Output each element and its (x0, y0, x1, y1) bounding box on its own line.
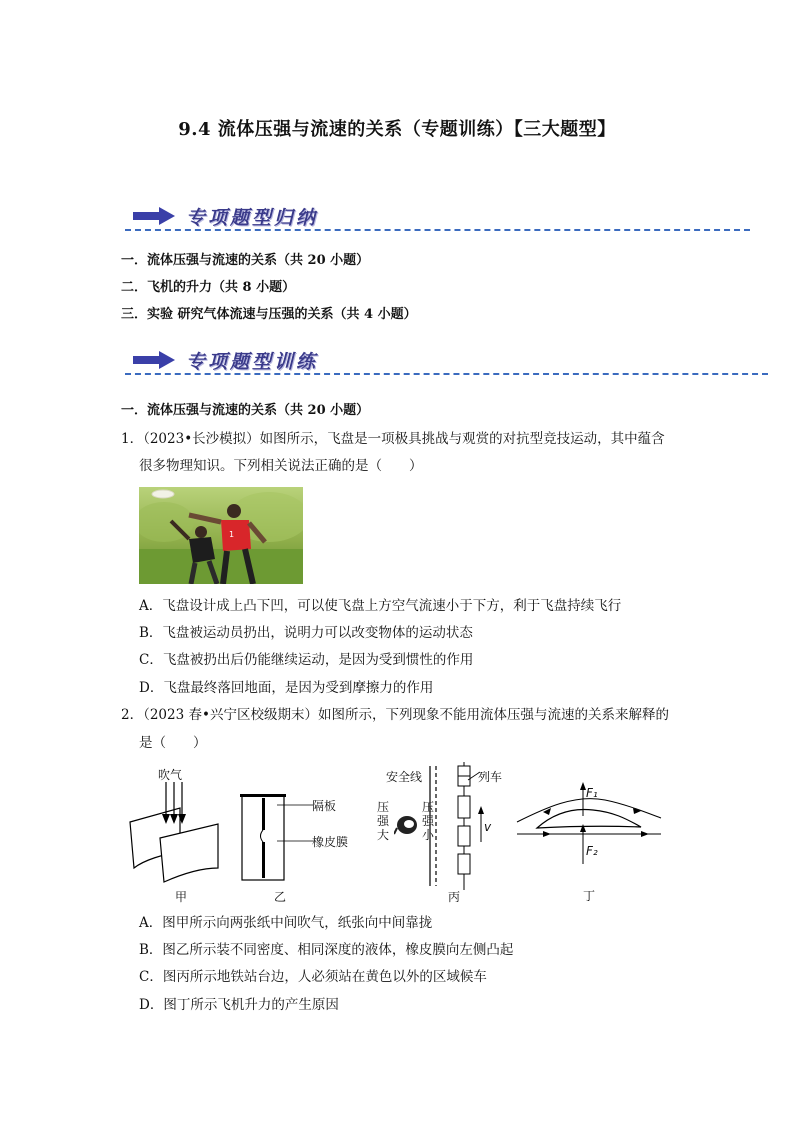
frisbee-photo (139, 487, 303, 584)
figure-yi-caption: 乙 (274, 890, 287, 904)
svg-text:1: 1 (229, 530, 235, 539)
figure-jia-label: 吹气 (158, 768, 183, 782)
question-1-option-d: D．飞盘最终落回地面，是因为受到摩擦力的作用 (139, 680, 434, 696)
divider (125, 229, 750, 231)
question-1-option-c: C．飞盘被扔出后仍能继续运动，是因为受到惯性的作用 (139, 652, 474, 668)
summary-item-3: 三．实验 研究气体流速与压强的关系（共 4 小题） (121, 307, 417, 322)
figure-bing-high-pressure (377, 800, 391, 842)
char: 大 (377, 828, 390, 842)
figure-bing-low-pressure (422, 800, 436, 842)
question-1-stem-cont: 很多物理知识。下列相关说法正确的是（ ） (139, 458, 423, 474)
char: 压 (422, 800, 435, 814)
figure-yi-partition-label: 隔板 (312, 799, 337, 813)
question-2-stem-cont: 是（ ） (139, 735, 207, 751)
arrow-right-icon (133, 207, 175, 225)
section-heading-training: 专项题型训练 (186, 351, 319, 373)
question-1-option-b: B．飞盘被运动员扔出，说明力可以改变物体的运动状态 (139, 625, 473, 641)
figure-ding-f2: F₂ (586, 844, 598, 858)
question-1-option-a: A．飞盘设计成上凸下凹，可以使飞盘上方空气流速小于下方，利于飞盘持续飞行 (139, 598, 622, 614)
char: 强 (377, 814, 390, 828)
figure-jia-caption: 甲 (175, 890, 188, 904)
divider (125, 373, 768, 375)
char: 小 (422, 828, 435, 842)
char: 压 (377, 800, 390, 814)
part-heading: 一．流体压强与流速的关系（共 20 小题） (121, 403, 370, 418)
question-2-option-d: D．图丁所示飞机升力的产生原因 (139, 997, 339, 1013)
figure-yi-leaders (277, 795, 317, 845)
summary-item-2: 二．飞机的升力（共 8 小题） (121, 280, 296, 295)
arrow-right-icon (133, 351, 175, 369)
question-2-option-a: A．图甲所示向两张纸中间吹气，纸张向中间靠拢 (139, 915, 433, 931)
section-heading-summary: 专项题型归纳 (186, 207, 319, 229)
figure-ding-caption: 丁 (583, 889, 596, 903)
figure-jia-paper (124, 780, 224, 885)
figure-ding-f1: F₁ (586, 786, 598, 800)
summary-item-1: 一．流体压强与流速的关系（共 20 小题） (121, 253, 370, 268)
page-title: 9.4 流体压强与流速的关系（专题训练）【三大题型】 (178, 119, 616, 140)
figure-bing-train-label: 列车 (478, 770, 503, 784)
char: 强 (422, 814, 435, 828)
figure-bing-safety-label: 安全线 (386, 770, 423, 784)
question-2-option-c: C．图丙所示地铁站台边，人必须站在黄色以外的区域候车 (139, 969, 487, 985)
figure-bing-caption: 丙 (448, 890, 461, 904)
figure-bing-velocity: v (484, 820, 492, 834)
question-1-stem: 1．（2023•长沙模拟）如图所示，飞盘是一项极具挑战与观赏的对抗型竞技运动，其中蕴含 (121, 431, 665, 447)
question-2-stem: 2．（2023 春•兴宁区校级期末）如图所示，下列现象不能用流体压强与流速的关系来解释的 (121, 707, 669, 723)
figure-yi-membrane-label: 橡皮膜 (312, 835, 349, 849)
person-icon (394, 812, 420, 838)
question-2-option-b: B．图乙所示装不同密度、相同深度的液体，橡皮膜向左侧凸起 (139, 942, 514, 958)
